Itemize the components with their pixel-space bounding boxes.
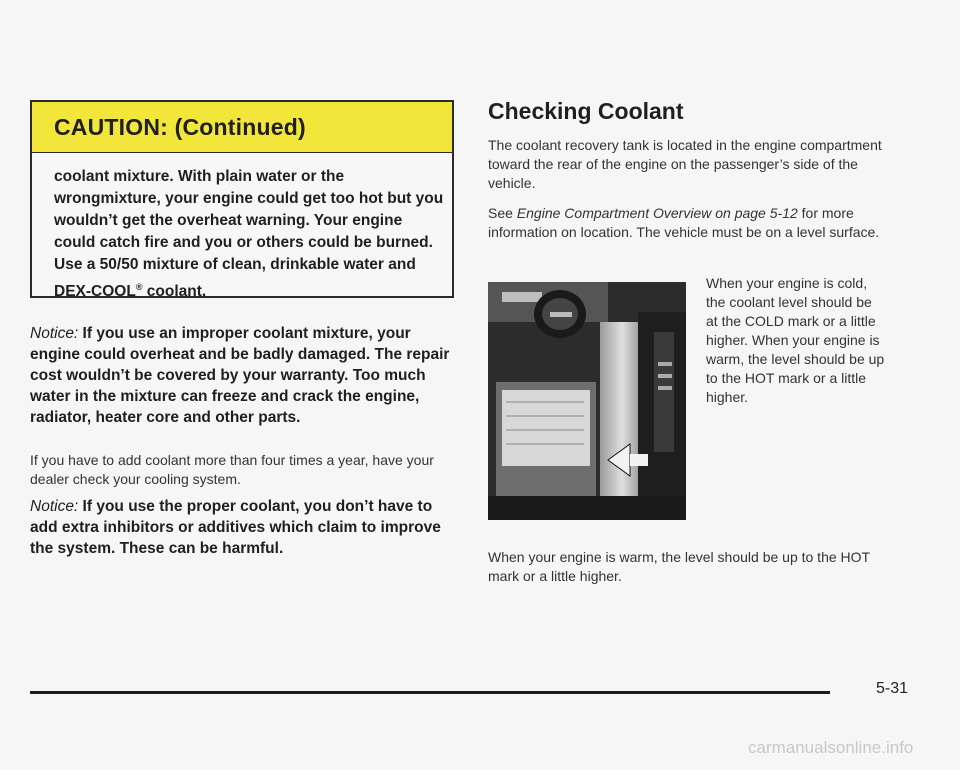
notice-proper-coolant bbox=[30, 496, 460, 559]
paragraph-warm-level: When your engine is warm, the level should be up to the HOT mark or a little higher. bbox=[488, 549, 870, 584]
caution-text-end: coolant. bbox=[142, 283, 207, 301]
paragraph-see-reference bbox=[488, 204, 898, 242]
paragraph-add-coolant: If you have to add coolant more than four times a year, have your dealer check your cooling system. bbox=[30, 452, 434, 487]
notice-improper-mixture bbox=[30, 323, 455, 428]
see-prefix: See bbox=[488, 205, 517, 221]
caution-header bbox=[32, 102, 452, 153]
notice-text: If you use an improper coolant mixture, your engine could overheat and be badly damaged. The repair cost wouldn’t be covered by your warranty. Too much water in the mixture can freeze and crack the engine, radiator, heater core and other parts. bbox=[30, 325, 450, 426]
caution-title: CAUTION: (Continued) bbox=[54, 114, 306, 140]
notice-text: If you use the proper coolant, you don’t have to add extra inhibitors or additives which claim to improve the system. These can be harmful. bbox=[30, 498, 441, 557]
notice-label: Notice: bbox=[30, 498, 79, 515]
coolant-tank-photo bbox=[488, 282, 686, 520]
page-number: 5-31 bbox=[876, 680, 909, 697]
engine-photo-illustration bbox=[488, 282, 686, 520]
paragraph-tank-location: The coolant recovery tank is located in the engine compartment toward the rear of the engine on the passenger’s side of the vehicle. bbox=[488, 137, 882, 191]
watermark-text: carmanualsonline.info bbox=[748, 738, 914, 757]
footer-rule bbox=[30, 691, 830, 694]
caution-box bbox=[30, 100, 454, 301]
registered-mark: ® bbox=[135, 282, 143, 292]
caution-text-main: coolant mixture. With plain water or the wrongmixture, your engine could get too hot but you wouldn’t get the overheat warning. Your engine could catch fire and you or others could be burned. Use a 50/50 mixture of clean, drinkable water and DEX-COOL bbox=[54, 168, 444, 301]
caution-text bbox=[54, 166, 444, 303]
page-reference-link[interactable]: Engine Compartment Overview on page 5-12 bbox=[516, 205, 798, 221]
see-suffix: for more information on location. The vehicle must be on a level surface. bbox=[488, 205, 880, 240]
notice-label: Notice: bbox=[30, 325, 79, 342]
coolant-level-description: When your engine is cold, the coolant level should be at the COLD mark or a little higher. When your engine is warm, the level should be up to the HOT mark or a little higher. bbox=[706, 275, 885, 405]
section-heading: Checking Coolant bbox=[488, 98, 684, 124]
